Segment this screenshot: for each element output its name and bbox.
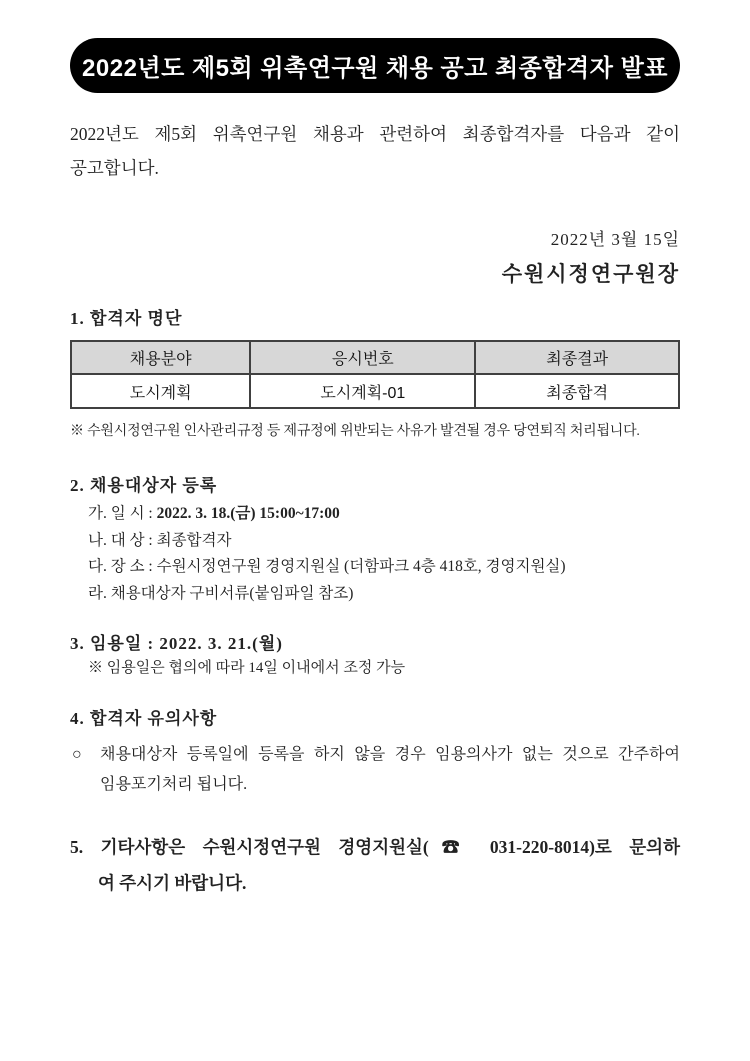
table-header-row [71, 341, 679, 374]
section5-paragraph [70, 829, 680, 901]
item-label: 라. [88, 584, 111, 602]
item-label: 다. 장 소 : [88, 558, 157, 575]
section4-heading: 4. 합격자 유의사항 [70, 709, 218, 728]
table-cell-number: 도시계획-01 [250, 374, 475, 408]
issuer-signature: 수원시정연구원장 [501, 262, 680, 286]
list-item [88, 501, 680, 528]
section2-heading: 2. 채용대상자 등록 [70, 476, 218, 495]
section4-bullet [70, 740, 680, 800]
table-header-number: 응시번호 [250, 341, 475, 374]
item-value: 채용대상자 구비서류(붙임파일 참조) [110, 584, 354, 602]
table-note: ※ 수원시정연구원 인사관리규정 등 제규정에 위반되는 사유가 발견될 경우 당연퇴직 처리됩니다. [70, 424, 640, 439]
table-row [71, 374, 679, 408]
list-item [88, 528, 680, 555]
section3-heading: 3. 임용일 : 2022. 3. 21.(월) [70, 634, 283, 653]
bullet-line: 채용대상자 등록일에 등록을 하지 않을 경우 임용의사가 없는 것으로 간주하여 [100, 746, 680, 763]
table-cell-result: 최종합격 [475, 374, 679, 408]
document-title: 2022년도 제5회 위촉연구원 채용 공고 최종합격자 발표 [82, 55, 668, 82]
section3-note: ※ 임용일은 협의에 따라 14일 이내에서 조정 가능 [88, 660, 406, 676]
table-header-result: 최종결과 [475, 341, 679, 374]
item-label: 나. 대 상 : [88, 531, 157, 549]
list-item [88, 554, 680, 581]
bullet-text [100, 740, 680, 800]
title-banner [70, 38, 680, 93]
item-value: 최종합격자 [156, 531, 232, 549]
item-value: 수원시정연구원 경영지원실 (더함파크 4층 418호, 경영지원실) [156, 558, 566, 575]
contact-line: 여 주시기 바랍니다. [98, 873, 247, 893]
item-label: 가. 일 시 : [88, 505, 157, 522]
table-cell-field: 도시계획 [71, 374, 250, 408]
result-table [70, 340, 680, 409]
contact-line: 5. 기타사항은 수원시정연구원 경영지원실(☎ 031-220-8014)로 문의하 [70, 837, 680, 857]
intro-line: 2022년도 제5회 위촉연구원 채용과 관련하여 최종합격자를 다음과 같이 [70, 124, 680, 144]
section1-heading: 1. 합격자 명단 [70, 309, 183, 328]
issue-date: 2022년 3월 15일 [550, 230, 680, 249]
intro-line: 공고합니다. [70, 158, 159, 178]
circle-bullet-icon: ○ [72, 746, 82, 763]
section2-items [70, 501, 680, 607]
list-item [88, 581, 680, 608]
bullet-line: 임용포기처리 됩니다. [100, 776, 248, 793]
intro-paragraph [70, 117, 680, 185]
item-value: 2022. 3. 18.(금) 15:00~17:00 [156, 505, 340, 522]
table-header-field: 채용분야 [71, 341, 250, 374]
